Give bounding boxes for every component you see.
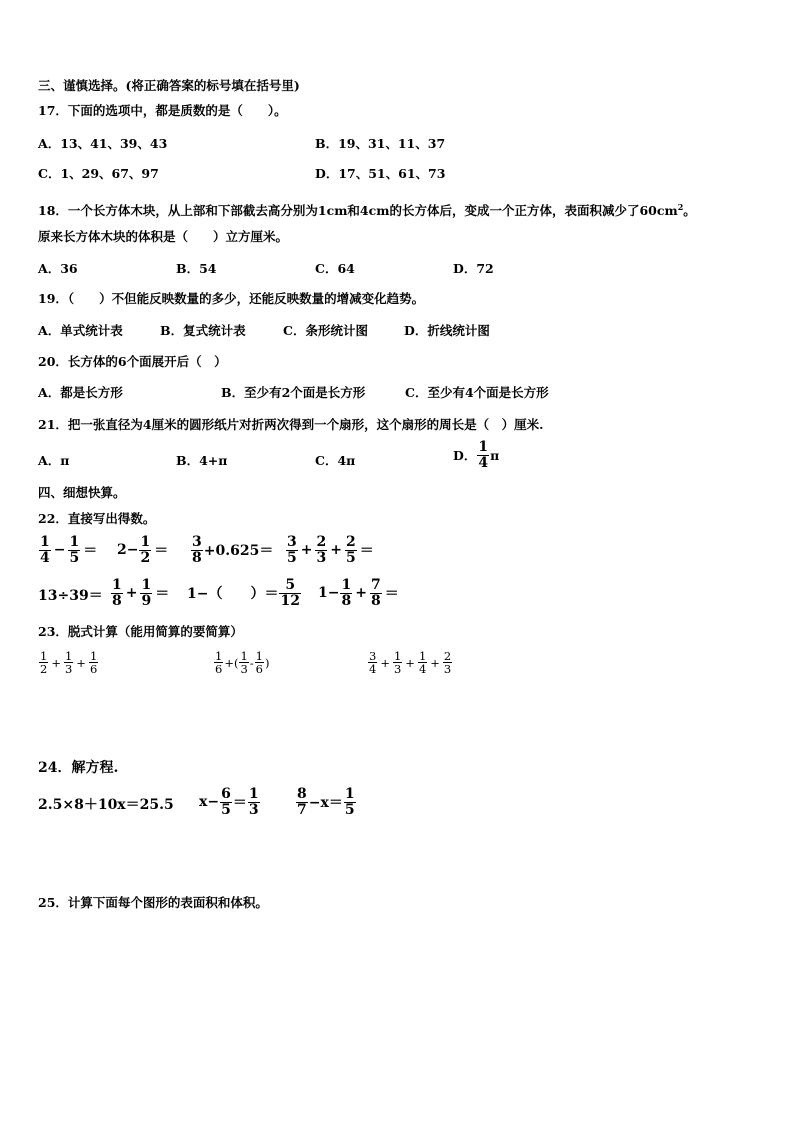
q20-option-c: C．至少有4个面是长方形 xyxy=(405,385,549,400)
fraction: 1 5 xyxy=(344,786,355,818)
q17-stem: 17．下面的选项中，都是质数的是（ ）。 xyxy=(38,103,287,118)
fraction: $\frac{1}{6}$ xyxy=(89,649,98,677)
q22-expr-1 xyxy=(38,535,99,565)
q22-expr-2 xyxy=(117,535,170,565)
q17-option-d: D．17、51、61、73 xyxy=(315,166,446,181)
q23-expr-1 xyxy=(38,650,99,675)
q22-expr-8 xyxy=(318,578,401,608)
q20-option-b: B．至少有2个面是长方形 xyxy=(221,385,366,400)
close-paren: ) xyxy=(265,655,270,670)
q21-option-d-label: D． xyxy=(453,448,477,464)
fraction: $\frac{2}{3}$ xyxy=(316,534,327,566)
expr-prefix: x− xyxy=(199,794,220,811)
q18-stem-line2: 原来长方体木块的体积是（ ）立方厘米。 xyxy=(38,229,289,244)
operator: + xyxy=(125,585,138,602)
q18-option-b: B．54 xyxy=(176,261,217,276)
operator: + xyxy=(380,655,390,670)
q22-expr-3 xyxy=(190,535,273,565)
q18-stem-main: 18．一个长方体木块，从上部和下部截去高分别为1cm和4cm的长方体后，变成一个正方体，表面积减少了60cm xyxy=(38,203,678,219)
q20-stem: 20．长方体的6个面展开后（ ） xyxy=(38,354,227,369)
q19-option-c: C．条形统计图 xyxy=(283,323,368,338)
fraction: 1 3 xyxy=(240,649,248,677)
q21-option-b: B．4+π xyxy=(176,453,228,468)
expr-prefix: 1− xyxy=(318,585,340,602)
open-paren: +( xyxy=(224,655,239,670)
q22-expr-4 xyxy=(285,535,376,565)
equals: ＝ xyxy=(83,543,98,560)
expr-middle: −x＝ xyxy=(308,795,343,812)
q22-expr-6 xyxy=(110,578,171,608)
operator: + xyxy=(76,655,86,670)
fraction: 1 6 xyxy=(255,649,263,677)
q21-option-c: C．4π xyxy=(315,453,356,468)
equals: ＝ xyxy=(154,543,169,560)
equals: ＝ xyxy=(155,586,170,603)
operator: − xyxy=(53,542,66,559)
q18-option-c: C．64 xyxy=(315,261,355,276)
equals: ＝ xyxy=(384,586,399,603)
fraction: 8 7 xyxy=(297,786,307,818)
fraction: 3 5 xyxy=(287,534,297,566)
operator: + xyxy=(51,655,61,670)
section-3-title: 三、谨慎选择。(将正确答案的标号填在括号里) xyxy=(38,78,300,93)
expr-prefix: 1−（ ）＝ xyxy=(187,586,279,603)
fraction: 3 8 xyxy=(192,534,202,566)
q21-stem: 21．把一张直径为4厘米的圆形纸片对折两次得到一个扇形，这个扇形的周长是（ ）厘米. xyxy=(38,417,544,432)
fraction: 1 8 xyxy=(112,577,122,609)
q23-stem: 23．脱式计算（能用简算的要简算） xyxy=(38,624,243,639)
numerator: 1 xyxy=(478,439,489,455)
fraction: 1 4 xyxy=(40,534,50,566)
pi-symbol: π xyxy=(490,447,500,463)
equals: ＝ xyxy=(232,795,247,812)
denominator: 4 xyxy=(478,454,489,471)
fraction: $\frac{1}{9}$ xyxy=(141,577,152,609)
fraction: $\frac{1}{3}$ xyxy=(393,649,402,677)
fraction: $\frac{1}{4}$ xyxy=(418,649,427,677)
q17-option-c: C．1、29、67、97 xyxy=(38,166,159,181)
q17-option-a: A．13、41、39、43 xyxy=(38,136,168,151)
expr-text: 13÷39＝ xyxy=(38,588,103,604)
operator: + xyxy=(330,542,342,559)
q18-option-a: A．36 xyxy=(38,261,78,276)
q18-stem-end: 。 xyxy=(683,203,696,219)
q18-stem-sup: 2 xyxy=(677,202,684,212)
fraction: 5 12 xyxy=(280,577,300,609)
equation-text: 2.5×8＋10x＝25.5 xyxy=(38,797,174,813)
q22-stem: 22．直接写出得数。 xyxy=(38,511,156,526)
q23-expr-3 xyxy=(367,650,453,675)
fraction: $\frac{1}{2}$ xyxy=(140,534,151,566)
fraction: $\frac{1}{3}$ xyxy=(64,649,73,677)
fraction: 1 3 xyxy=(248,786,259,818)
q19-option-a: A．单式统计表 xyxy=(38,323,123,338)
fraction: $\frac{7}{8}$ xyxy=(370,577,381,609)
q21-option-a: A．π xyxy=(38,453,70,468)
q25-stem: 25．计算下面每个图形的表面积和体积。 xyxy=(38,895,268,910)
fraction: 3 4 xyxy=(369,649,377,677)
q19-option-d: D．折线统计图 xyxy=(404,323,490,338)
q19-option-b: B．复式统计表 xyxy=(160,323,246,338)
operator: + xyxy=(355,585,367,602)
equals: ＝ xyxy=(359,543,374,560)
q24-eq-3 xyxy=(295,787,357,817)
q24-stem: 24．解方程. xyxy=(38,760,119,776)
fraction: 1 6 xyxy=(215,649,223,677)
expr-prefix: 2− xyxy=(117,542,139,559)
q22-expr-7 xyxy=(187,578,302,608)
expr-suffix: +0.625＝ xyxy=(203,543,274,560)
q24-eq-1 xyxy=(38,787,174,823)
fraction: 1 2 xyxy=(40,649,48,677)
q20-option-a: A．都是长方形 xyxy=(38,385,123,400)
q24-eq-2 xyxy=(199,787,261,817)
q18-option-d: D．72 xyxy=(453,261,494,276)
q22-expr-5 xyxy=(38,578,103,614)
q18-stem xyxy=(38,199,696,219)
q17-option-b: B．19、31、11、37 xyxy=(315,136,446,151)
fraction: $\frac{1}{5}$ xyxy=(69,534,80,566)
q23-expr-2 xyxy=(213,650,270,675)
q19-stem: 19．（ ）不但能反映数量的多少，还能反映数量的增减变化趋势。 xyxy=(38,291,425,306)
fraction: $\frac{2}{5}$ xyxy=(345,534,356,566)
operator: - xyxy=(249,655,254,670)
fraction: $\frac{1}{8}$ xyxy=(341,577,352,609)
fraction: $\frac{6}{5}$ xyxy=(221,786,231,818)
fraction: $\frac{2}{3}$ xyxy=(443,649,452,677)
operator: + xyxy=(405,655,415,670)
operator: + xyxy=(300,542,313,559)
q21-option-d xyxy=(453,440,499,470)
section-4-title: 四、细想快算。 xyxy=(38,485,126,500)
operator: + xyxy=(430,655,440,670)
fraction xyxy=(477,440,489,470)
